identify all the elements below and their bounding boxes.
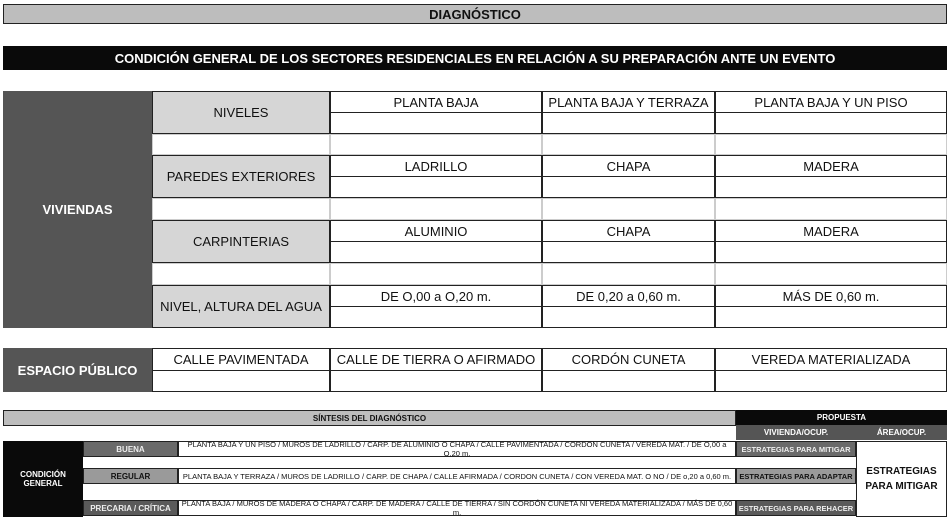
espacio-publico-label: ESPACIO PÚBLICO bbox=[3, 348, 152, 392]
empty-cell bbox=[152, 370, 330, 392]
condicion-general-label: CONDICIÓN GENERAL bbox=[3, 441, 83, 517]
spacer-cell bbox=[152, 263, 330, 285]
empty-cell bbox=[715, 370, 947, 392]
area-ocup-header: ÁREA/OCUP. bbox=[856, 425, 947, 440]
value-cell: CHAPA bbox=[542, 155, 715, 177]
value-cell: MADERA bbox=[715, 220, 947, 242]
empty-cell bbox=[330, 176, 542, 198]
empty-cell bbox=[542, 176, 715, 198]
empty-cell bbox=[542, 241, 715, 263]
strategy-cell: ESTRATEGIAS PARA MITIGAR bbox=[736, 441, 856, 457]
row-label: PAREDES EXTERIORES bbox=[152, 155, 330, 198]
subtitle-bar: CONDICIÓN GENERAL DE LOS SECTORES RESIDENCIALES EN RELACIÓN A SU PREPARACIÓN ANTE UN EVENTO bbox=[3, 46, 947, 70]
value-cell: PLANTA BAJA Y TERRAZA bbox=[542, 91, 715, 113]
empty-cell bbox=[542, 370, 715, 392]
espacio-cell: CALLE PAVIMENTADA bbox=[152, 348, 330, 371]
spacer-cell bbox=[542, 134, 715, 155]
spacer-cell bbox=[715, 198, 947, 220]
value-cell: PLANTA BAJA bbox=[330, 91, 542, 113]
empty-cell bbox=[715, 306, 947, 328]
empty-cell bbox=[542, 306, 715, 328]
spacer-cell bbox=[152, 134, 330, 155]
rating-cell: BUENA bbox=[83, 441, 178, 457]
viviendas-label: VIVIENDAS bbox=[3, 91, 152, 328]
rating-cell: REGULAR bbox=[83, 468, 178, 484]
value-cell: CHAPA bbox=[542, 220, 715, 242]
value-cell: ALUMINIO bbox=[330, 220, 542, 242]
spacer-cell bbox=[715, 134, 947, 155]
empty-cell bbox=[542, 112, 715, 134]
value-cell: PLANTA BAJA Y UN PISO bbox=[715, 91, 947, 113]
spacer-cell bbox=[330, 263, 542, 285]
sintesis-text: PLANTA BAJA Y TERRAZA / MUROS DE LADRILLO / CARP. DE CHAPA / CALLE AFIRMADA / CORDON CUNETA / CON VEREDA MAT. O NO / DE o,20 a 0,60 m. bbox=[178, 468, 736, 484]
empty-cell bbox=[330, 370, 542, 392]
espacio-cell: CALLE DE TIERRA O AFIRMADO bbox=[330, 348, 542, 371]
sintesis-text: PLANTA BAJA Y UN PISO / MUROS DE LADRILLO / CARP. DE ALUMINIO O CHAPA / CALLE PAVIMENTADA / CORDON CUNETA / VEREDA MAT. / DE O,00 a O,20 m. bbox=[178, 441, 736, 457]
sintesis-text: PLANTA BAJA / MUROS DE MADERA O CHAPA / CARP. DE MADERA / CALLE DE TIERRA / SIN CORDÓN CUNETA NI VEREDA MATERIALIZADA / MÁS DE 0,60 m. bbox=[178, 500, 736, 516]
row-label: CARPINTERIAS bbox=[152, 220, 330, 263]
empty-cell bbox=[715, 176, 947, 198]
value-cell: MADERA bbox=[715, 155, 947, 177]
value-cell: DE 0,20 a 0,60 m. bbox=[542, 285, 715, 307]
empty-cell bbox=[715, 112, 947, 134]
empty-cell bbox=[330, 241, 542, 263]
spacer-cell bbox=[330, 198, 542, 220]
value-cell: DE O,00 a O,20 m. bbox=[330, 285, 542, 307]
empty-cell bbox=[330, 306, 542, 328]
espacio-cell: VEREDA MATERIALIZADA bbox=[715, 348, 947, 371]
sintesis-header: SÍNTESIS DEL DIAGNÓSTICO bbox=[3, 410, 736, 426]
rating-cell: PRECARIA / CRÍTICA bbox=[83, 500, 178, 516]
value-cell: LADRILLO bbox=[330, 155, 542, 177]
spacer-cell bbox=[715, 263, 947, 285]
espacio-cell: CORDÓN CUNETA bbox=[542, 348, 715, 371]
vivienda-ocup-header: VIVIENDA/OCUP. bbox=[736, 425, 856, 440]
spacer-cell bbox=[542, 263, 715, 285]
spacer-cell bbox=[330, 134, 542, 155]
area-strategy: ESTRATEGIAS PARA MITIGAR bbox=[856, 441, 947, 517]
propuesta-header: PROPUESTA bbox=[736, 410, 947, 425]
title-bar: DIAGNÓSTICO bbox=[3, 4, 947, 24]
row-label: NIVEL, ALTURA DEL AGUA bbox=[152, 285, 330, 328]
row-label: NIVELES bbox=[152, 91, 330, 134]
empty-cell bbox=[330, 112, 542, 134]
empty-cell bbox=[715, 241, 947, 263]
strategy-cell: ESTRATEGIAS PARA REHACER bbox=[736, 500, 856, 516]
value-cell: MÁS DE 0,60 m. bbox=[715, 285, 947, 307]
strategy-cell: ESTRATEGIAS PARA ADAPTAR bbox=[736, 468, 856, 484]
spacer-cell bbox=[542, 198, 715, 220]
spacer-cell bbox=[152, 198, 330, 220]
